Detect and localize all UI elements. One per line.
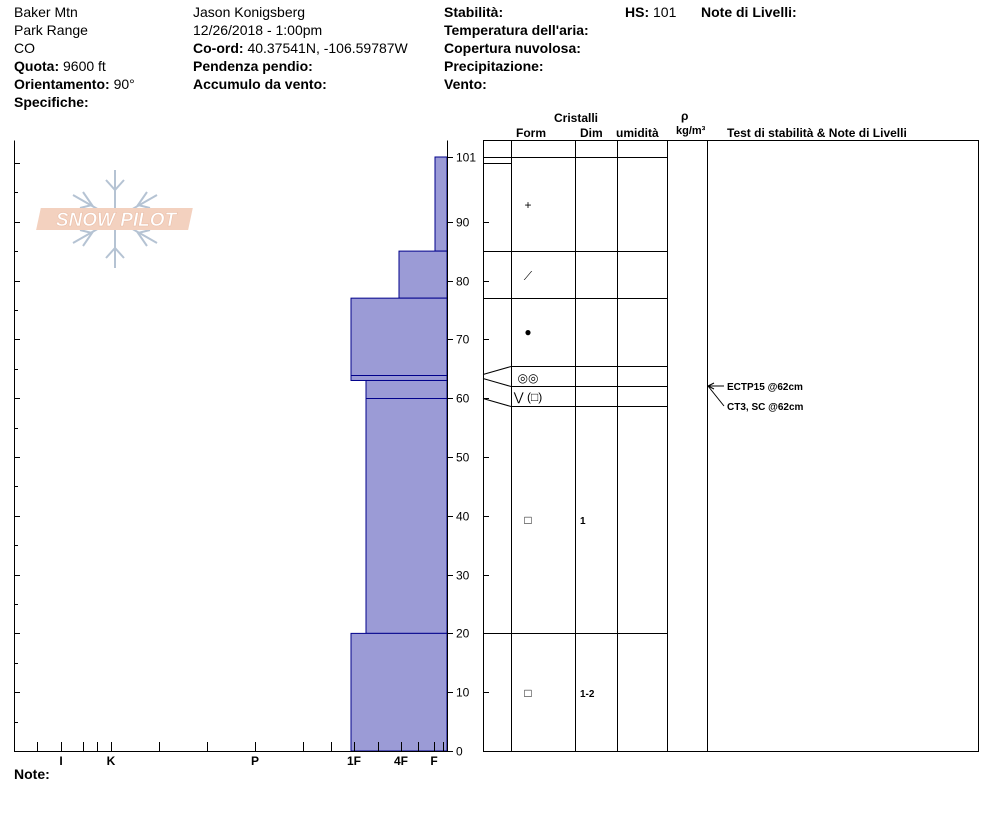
- hardness-profile: [351, 157, 447, 751]
- hardness-label: I: [59, 754, 63, 768]
- hardness-layer: [351, 633, 447, 751]
- height-label: 90: [456, 215, 470, 230]
- hardness-label: 4F: [393, 754, 409, 768]
- coord-value: 40.37541N, -106.59787W: [247, 40, 408, 56]
- form-header: Form: [516, 126, 546, 140]
- stability-label: Stabilità:: [444, 4, 504, 20]
- layer-connector: [483, 367, 511, 375]
- hardness-label: 1F: [346, 754, 362, 768]
- height-label: 30: [456, 568, 470, 583]
- hardness-axis-labels: [59, 754, 437, 768]
- height-label: 70: [456, 332, 470, 347]
- hardness-layer: [351, 298, 447, 380]
- hardness-layer: [435, 157, 447, 251]
- grain-form-symbols: [513, 198, 595, 700]
- height-label: 80: [456, 274, 470, 289]
- specifics-label: Specifiche:: [14, 94, 89, 110]
- grain-size: 1: [580, 516, 586, 527]
- rho-header: ρ: [681, 109, 689, 123]
- grain-form: ⟋: [523, 269, 533, 283]
- stability-test-notes: [708, 382, 804, 413]
- crystals-header: Cristalli: [554, 111, 599, 125]
- hardness-layer: [399, 251, 447, 298]
- air-temp-label: Temperatura dell'aria:: [444, 22, 589, 38]
- grain-size: 1-2: [580, 689, 595, 700]
- tests-notes-header: Test di stabilità & Note di Livelli: [727, 126, 907, 140]
- grain-table-frame: [484, 141, 979, 752]
- grain-form: □: [524, 513, 532, 527]
- grain-form: ●: [524, 325, 532, 339]
- precip-label: Precipitazione:: [444, 58, 544, 74]
- test-note: CT3, SC @62cm: [727, 402, 804, 413]
- note-label: Note:: [14, 766, 50, 782]
- height-label: 10: [456, 685, 470, 700]
- hs-label: HS:: [625, 4, 650, 20]
- height-label: 20: [456, 626, 470, 641]
- hardness-layer: [366, 380, 447, 633]
- grain-form: ◎◎: [517, 371, 539, 385]
- layer-notes-label: Note di Livelli:: [701, 4, 797, 20]
- grain-form: □: [524, 686, 532, 700]
- hs-value: 101: [653, 4, 677, 20]
- wind-loading-label: Accumulo da vento:: [193, 76, 327, 92]
- layer-connector: [483, 399, 511, 407]
- height-label: 60: [456, 391, 470, 406]
- elevation-label: Quota:: [14, 58, 60, 74]
- coord-label: Co-ord:: [193, 40, 244, 56]
- grain-form: +: [524, 198, 532, 212]
- aspect-label: Orientamento:: [14, 76, 110, 92]
- state: CO: [14, 40, 35, 56]
- grain-form: ⋁ (□): [513, 390, 543, 404]
- left-tick-marks: [14, 164, 20, 752]
- height-label: 40: [456, 509, 470, 524]
- height-label: 101: [456, 150, 477, 165]
- height-label: 50: [456, 450, 470, 465]
- hardness-label: P: [250, 754, 260, 768]
- datetime: 12/26/2018 - 1:00pm: [193, 22, 323, 38]
- logo-text: SNOW PILOT: [55, 210, 177, 231]
- test-arrow-line-2: [708, 386, 724, 406]
- elevation-value: 9600 ft: [63, 58, 106, 74]
- height-label: 0: [456, 744, 463, 759]
- cloud-cover-label: Copertura nuvolosa:: [444, 40, 581, 56]
- wind-label: Vento:: [444, 76, 487, 92]
- hardness-label: K: [106, 754, 116, 768]
- range: Park Range: [14, 22, 88, 38]
- height-axis-labels: [447, 151, 489, 759]
- test-note: ECTP15 @62cm: [727, 382, 803, 393]
- aspect-value: 90°: [113, 76, 135, 92]
- density-unit-header: kg/m³: [676, 125, 706, 137]
- layer-connector: [483, 379, 511, 387]
- size-header: Dim: [580, 126, 603, 140]
- observer: Jason Konigsberg: [193, 4, 306, 20]
- humidity-header: umidità: [616, 126, 659, 140]
- hardness-label: F: [430, 754, 438, 768]
- snowpilot-logo: [36, 170, 193, 268]
- location: Baker Mtn: [14, 4, 78, 20]
- slope-label: Pendenza pendio:: [193, 58, 313, 74]
